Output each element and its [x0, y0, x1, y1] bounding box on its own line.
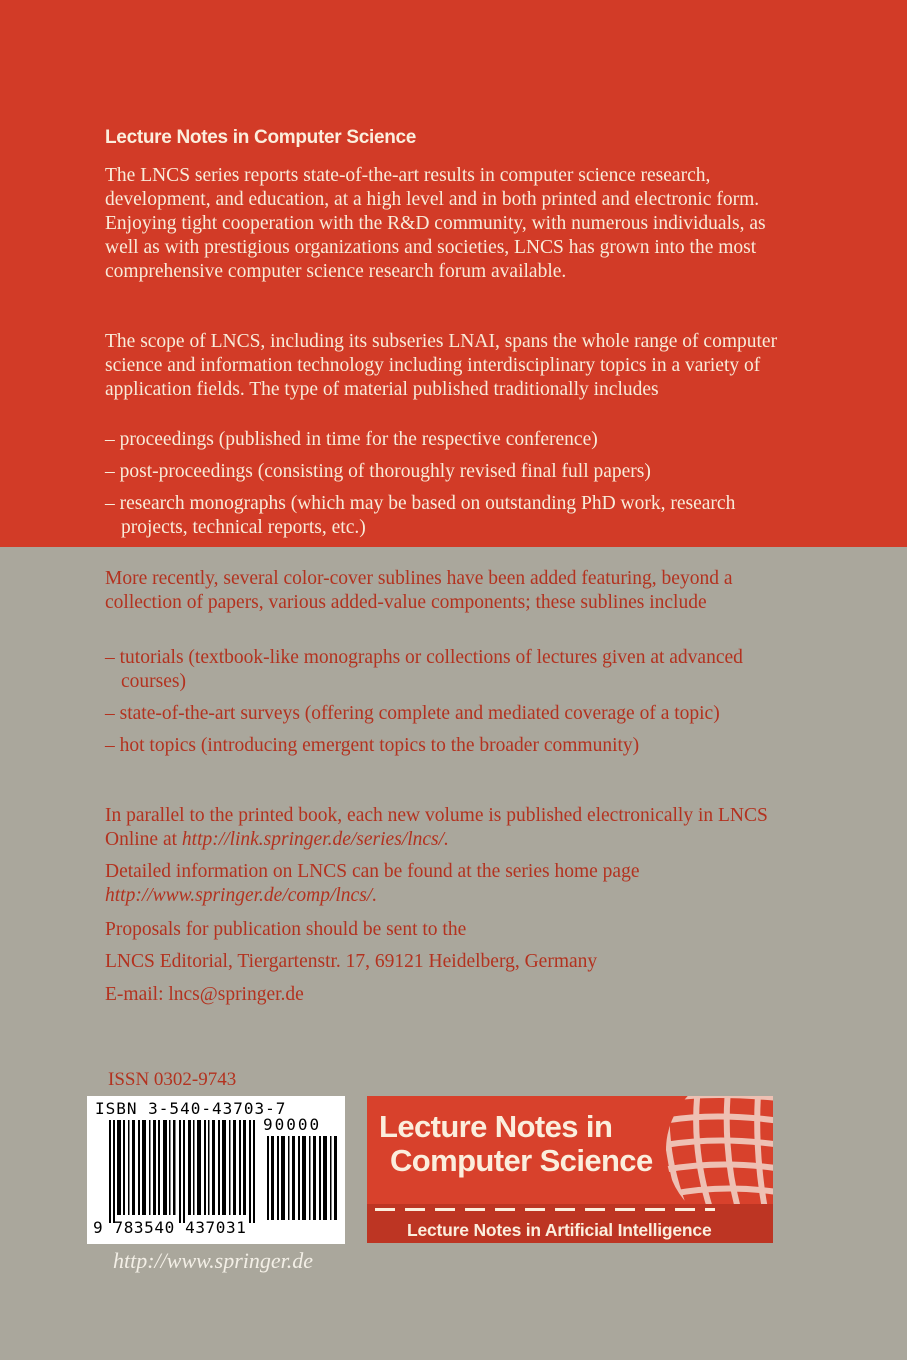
sublines-paragraph: More recently, several color-cover sublines have been added featuring, beyond a collection of papers, various added-value components; these sublines include	[105, 568, 733, 613]
isbn-label: ISBN 3-540-43703-7	[95, 1099, 287, 1118]
sublines-list	[105, 646, 795, 766]
logo-title-line1: Lecture Notes in	[379, 1109, 613, 1144]
online-text: In parallel to the printed book, each new volume is published electronically in LNCS Online at	[105, 805, 768, 850]
barcode-addon-label: 90000	[263, 1115, 322, 1134]
homepage-paragraph	[105, 860, 795, 908]
list-item: – hot topics (introducing emergent topics to the broader community)	[105, 735, 640, 756]
dashed-divider	[375, 1208, 715, 1211]
lncs-online-link[interactable]: http://link.springer.de/series/lncs/.	[181, 829, 449, 850]
ean-number: 9 783540 437031	[93, 1218, 247, 1237]
material-types-list	[105, 428, 795, 548]
series-heading: Lecture Notes in Computer Science	[105, 127, 417, 148]
isbn-barcode	[87, 1096, 345, 1244]
intro-paragraph: The LNCS series reports state-of-the-art results in computer science research, development, and education, at a high level and in both printed and electronic form. Enjoying tight cooperation with the R&D community, with numerous individuals, as well as with prestigious organizations and societies, LNCS has grown into the most comprehensive computer science research forum available.	[105, 165, 766, 282]
proposals-line: Proposals for publication should be sent to the	[105, 919, 467, 940]
publisher-url[interactable]: http://www.springer.de	[113, 1248, 314, 1273]
series-homepage-link[interactable]: http://www.springer.de/comp/lncs/.	[105, 885, 378, 906]
logo-title	[379, 1110, 653, 1178]
homepage-text: Detailed information on LNCS can be found at the series home page	[105, 861, 640, 882]
email-line: E-mail: lncs@springer.de	[105, 984, 304, 1005]
globe-icon	[649, 1096, 773, 1210]
list-item: – proceedings (published in time for the respective conference)	[105, 429, 598, 450]
list-item: – state-of-the-art surveys (offering complete and mediated coverage of a topic)	[105, 703, 720, 724]
editorial-address: LNCS Editorial, Tiergartenstr. 17, 69121 Heidelberg, Germany	[105, 951, 598, 972]
list-item: – research monographs (which may be based on outstanding PhD work, research projects, technical reports, etc.)	[105, 493, 736, 538]
online-paragraph	[105, 804, 795, 852]
scope-paragraph: The scope of LNCS, including its subseries LNAI, spans the whole range of computer science and information technology including interdisciplinary topics in a variety of application fields. The type of material published traditionally includes	[105, 331, 778, 400]
issn-number: ISSN 0302-9743	[108, 1069, 237, 1090]
lncs-logo	[367, 1096, 773, 1243]
list-item: – post-proceedings (consisting of thoroughly revised final full papers)	[105, 461, 651, 482]
list-item: – tutorials (textbook-like monographs or collections of lectures given at advanced courses)	[105, 647, 743, 692]
barcode-bars-icon	[109, 1120, 259, 1223]
logo-title-line2: Computer Science	[390, 1143, 653, 1178]
logo-subseries-band	[367, 1204, 773, 1243]
barcode-addon-bars-icon	[267, 1136, 341, 1220]
logo-subseries: Lecture Notes in Artificial Intelligence	[407, 1220, 712, 1240]
